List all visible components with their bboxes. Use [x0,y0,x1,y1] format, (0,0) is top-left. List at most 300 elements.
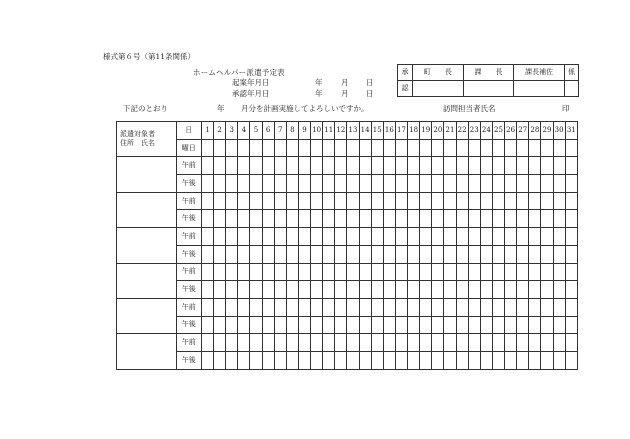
am-cell-1-3[interactable] [226,157,238,175]
pm-cell-6-12[interactable] [335,351,347,369]
am-cell-4-21[interactable] [444,263,456,281]
am-cell-2-15[interactable] [371,192,383,210]
am-cell-1-7[interactable] [274,157,286,175]
am-cell-2-18[interactable] [408,192,420,210]
am-cell-5-26[interactable] [505,298,517,316]
am-cell-6-12[interactable] [335,334,347,352]
pm-cell-3-30[interactable] [553,245,565,263]
pm-cell-4-7[interactable] [274,281,286,299]
pm-cell-6-23[interactable] [468,351,480,369]
pm-cell-5-16[interactable] [383,316,395,334]
am-cell-3-4[interactable] [238,228,250,246]
am-cell-1-21[interactable] [444,157,456,175]
pm-cell-6-25[interactable] [492,351,504,369]
am-cell-3-20[interactable] [432,228,444,246]
pm-cell-1-20[interactable] [432,175,444,193]
am-cell-1-5[interactable] [250,157,262,175]
pm-cell-1-27[interactable] [517,175,529,193]
pm-cell-4-15[interactable] [371,281,383,299]
am-cell-2-23[interactable] [468,192,480,210]
am-cell-5-9[interactable] [298,298,310,316]
am-cell-6-22[interactable] [456,334,468,352]
pm-cell-5-29[interactable] [541,316,553,334]
pm-cell-1-29[interactable] [541,175,553,193]
am-cell-2-28[interactable] [529,192,541,210]
pm-cell-2-1[interactable] [201,210,213,228]
pm-cell-1-11[interactable] [323,175,335,193]
pm-cell-5-24[interactable] [480,316,492,334]
pm-cell-1-7[interactable] [274,175,286,193]
pm-cell-2-16[interactable] [383,210,395,228]
am-cell-1-11[interactable] [323,157,335,175]
am-cell-4-26[interactable] [505,263,517,281]
weekday-cell-1[interactable] [201,139,213,157]
pm-cell-5-6[interactable] [262,316,274,334]
pm-cell-6-7[interactable] [274,351,286,369]
am-cell-2-10[interactable] [311,192,323,210]
am-cell-1-8[interactable] [286,157,298,175]
am-cell-4-17[interactable] [395,263,407,281]
weekday-cell-23[interactable] [468,139,480,157]
am-cell-2-7[interactable] [274,192,286,210]
pm-cell-6-2[interactable] [214,351,226,369]
pm-cell-4-28[interactable] [529,281,541,299]
pm-cell-2-6[interactable] [262,210,274,228]
weekday-cell-14[interactable] [359,139,371,157]
pm-cell-4-8[interactable] [286,281,298,299]
am-cell-4-20[interactable] [432,263,444,281]
pm-cell-4-21[interactable] [444,281,456,299]
pm-cell-3-15[interactable] [371,245,383,263]
subject-cell-2[interactable] [117,192,177,227]
am-cell-2-11[interactable] [323,192,335,210]
pm-cell-5-9[interactable] [298,316,310,334]
pm-cell-4-17[interactable] [395,281,407,299]
am-cell-4-25[interactable] [492,263,504,281]
pm-cell-1-19[interactable] [420,175,432,193]
stamp-cell-assistant-chief[interactable] [514,81,565,97]
pm-cell-5-23[interactable] [468,316,480,334]
am-cell-4-8[interactable] [286,263,298,281]
pm-cell-4-30[interactable] [553,281,565,299]
pm-cell-2-8[interactable] [286,210,298,228]
am-cell-5-22[interactable] [456,298,468,316]
am-cell-2-2[interactable] [214,192,226,210]
am-cell-1-25[interactable] [492,157,504,175]
am-cell-3-7[interactable] [274,228,286,246]
am-cell-1-12[interactable] [335,157,347,175]
am-cell-4-27[interactable] [517,263,529,281]
am-cell-5-13[interactable] [347,298,359,316]
am-cell-1-31[interactable] [565,157,577,175]
am-cell-1-13[interactable] [347,157,359,175]
weekday-cell-13[interactable] [347,139,359,157]
am-cell-1-2[interactable] [214,157,226,175]
pm-cell-1-9[interactable] [298,175,310,193]
am-cell-1-9[interactable] [298,157,310,175]
am-cell-4-14[interactable] [359,263,371,281]
pm-cell-2-30[interactable] [553,210,565,228]
am-cell-4-23[interactable] [468,263,480,281]
weekday-cell-7[interactable] [274,139,286,157]
am-cell-6-2[interactable] [214,334,226,352]
am-cell-5-15[interactable] [371,298,383,316]
pm-cell-1-24[interactable] [480,175,492,193]
pm-cell-5-18[interactable] [408,316,420,334]
pm-cell-3-28[interactable] [529,245,541,263]
pm-cell-4-12[interactable] [335,281,347,299]
am-cell-6-13[interactable] [347,334,359,352]
pm-cell-3-8[interactable] [286,245,298,263]
pm-cell-1-21[interactable] [444,175,456,193]
am-cell-1-23[interactable] [468,157,480,175]
am-cell-1-6[interactable] [262,157,274,175]
pm-cell-4-31[interactable] [565,281,577,299]
pm-cell-2-17[interactable] [395,210,407,228]
subject-cell-6[interactable] [117,334,177,369]
am-cell-1-19[interactable] [420,157,432,175]
pm-cell-1-3[interactable] [226,175,238,193]
weekday-cell-16[interactable] [383,139,395,157]
pm-cell-6-6[interactable] [262,351,274,369]
pm-cell-5-11[interactable] [323,316,335,334]
pm-cell-2-28[interactable] [529,210,541,228]
am-cell-2-21[interactable] [444,192,456,210]
pm-cell-6-28[interactable] [529,351,541,369]
am-cell-1-26[interactable] [505,157,517,175]
am-cell-2-27[interactable] [517,192,529,210]
weekday-cell-10[interactable] [311,139,323,157]
am-cell-1-14[interactable] [359,157,371,175]
am-cell-6-20[interactable] [432,334,444,352]
pm-cell-5-10[interactable] [311,316,323,334]
am-cell-4-18[interactable] [408,263,420,281]
pm-cell-6-18[interactable] [408,351,420,369]
pm-cell-1-1[interactable] [201,175,213,193]
pm-cell-4-1[interactable] [201,281,213,299]
am-cell-4-4[interactable] [238,263,250,281]
am-cell-2-3[interactable] [226,192,238,210]
pm-cell-2-29[interactable] [541,210,553,228]
pm-cell-6-17[interactable] [395,351,407,369]
pm-cell-4-24[interactable] [480,281,492,299]
am-cell-2-6[interactable] [262,192,274,210]
pm-cell-2-7[interactable] [274,210,286,228]
pm-cell-1-6[interactable] [262,175,274,193]
am-cell-2-25[interactable] [492,192,504,210]
am-cell-6-10[interactable] [311,334,323,352]
am-cell-3-1[interactable] [201,228,213,246]
stamp-cell-section-chief[interactable] [463,81,514,97]
am-cell-1-16[interactable] [383,157,395,175]
am-cell-4-6[interactable] [262,263,274,281]
am-cell-3-2[interactable] [214,228,226,246]
weekday-cell-26[interactable] [505,139,517,157]
am-cell-5-7[interactable] [274,298,286,316]
pm-cell-6-29[interactable] [541,351,553,369]
am-cell-6-18[interactable] [408,334,420,352]
am-cell-5-30[interactable] [553,298,565,316]
pm-cell-4-4[interactable] [238,281,250,299]
am-cell-2-20[interactable] [432,192,444,210]
am-cell-3-24[interactable] [480,228,492,246]
pm-cell-2-24[interactable] [480,210,492,228]
am-cell-2-29[interactable] [541,192,553,210]
pm-cell-6-30[interactable] [553,351,565,369]
am-cell-4-15[interactable] [371,263,383,281]
pm-cell-5-3[interactable] [226,316,238,334]
am-cell-4-31[interactable] [565,263,577,281]
am-cell-6-27[interactable] [517,334,529,352]
pm-cell-2-10[interactable] [311,210,323,228]
pm-cell-1-31[interactable] [565,175,577,193]
am-cell-6-29[interactable] [541,334,553,352]
pm-cell-4-19[interactable] [420,281,432,299]
stamp-cell-mayor[interactable] [413,81,464,97]
pm-cell-3-29[interactable] [541,245,553,263]
am-cell-3-14[interactable] [359,228,371,246]
am-cell-5-16[interactable] [383,298,395,316]
pm-cell-4-18[interactable] [408,281,420,299]
pm-cell-1-26[interactable] [505,175,517,193]
am-cell-6-16[interactable] [383,334,395,352]
pm-cell-3-27[interactable] [517,245,529,263]
pm-cell-4-6[interactable] [262,281,274,299]
am-cell-4-5[interactable] [250,263,262,281]
pm-cell-3-12[interactable] [335,245,347,263]
pm-cell-2-5[interactable] [250,210,262,228]
am-cell-3-31[interactable] [565,228,577,246]
am-cell-6-7[interactable] [274,334,286,352]
am-cell-4-1[interactable] [201,263,213,281]
pm-cell-6-13[interactable] [347,351,359,369]
am-cell-1-15[interactable] [371,157,383,175]
pm-cell-5-22[interactable] [456,316,468,334]
am-cell-3-11[interactable] [323,228,335,246]
pm-cell-1-4[interactable] [238,175,250,193]
pm-cell-5-13[interactable] [347,316,359,334]
pm-cell-6-31[interactable] [565,351,577,369]
pm-cell-6-11[interactable] [323,351,335,369]
pm-cell-5-15[interactable] [371,316,383,334]
am-cell-2-12[interactable] [335,192,347,210]
weekday-cell-17[interactable] [395,139,407,157]
pm-cell-1-23[interactable] [468,175,480,193]
pm-cell-1-16[interactable] [383,175,395,193]
am-cell-2-1[interactable] [201,192,213,210]
am-cell-4-9[interactable] [298,263,310,281]
weekday-cell-21[interactable] [444,139,456,157]
pm-cell-1-2[interactable] [214,175,226,193]
am-cell-5-6[interactable] [262,298,274,316]
am-cell-3-30[interactable] [553,228,565,246]
am-cell-3-27[interactable] [517,228,529,246]
am-cell-3-21[interactable] [444,228,456,246]
am-cell-6-4[interactable] [238,334,250,352]
pm-cell-5-28[interactable] [529,316,541,334]
pm-cell-5-4[interactable] [238,316,250,334]
pm-cell-6-27[interactable] [517,351,529,369]
weekday-cell-29[interactable] [541,139,553,157]
weekday-cell-28[interactable] [529,139,541,157]
pm-cell-6-24[interactable] [480,351,492,369]
pm-cell-4-3[interactable] [226,281,238,299]
pm-cell-5-31[interactable] [565,316,577,334]
pm-cell-5-1[interactable] [201,316,213,334]
pm-cell-2-15[interactable] [371,210,383,228]
pm-cell-4-29[interactable] [541,281,553,299]
am-cell-1-28[interactable] [529,157,541,175]
weekday-cell-6[interactable] [262,139,274,157]
am-cell-5-20[interactable] [432,298,444,316]
pm-cell-5-25[interactable] [492,316,504,334]
am-cell-2-14[interactable] [359,192,371,210]
am-cell-3-22[interactable] [456,228,468,246]
am-cell-3-6[interactable] [262,228,274,246]
am-cell-5-5[interactable] [250,298,262,316]
am-cell-3-29[interactable] [541,228,553,246]
pm-cell-5-21[interactable] [444,316,456,334]
pm-cell-1-30[interactable] [553,175,565,193]
am-cell-4-29[interactable] [541,263,553,281]
am-cell-2-22[interactable] [456,192,468,210]
am-cell-2-17[interactable] [395,192,407,210]
pm-cell-2-3[interactable] [226,210,238,228]
am-cell-2-19[interactable] [420,192,432,210]
weekday-cell-31[interactable] [565,139,577,157]
pm-cell-5-17[interactable] [395,316,407,334]
pm-cell-6-8[interactable] [286,351,298,369]
am-cell-3-17[interactable] [395,228,407,246]
am-cell-6-28[interactable] [529,334,541,352]
am-cell-5-12[interactable] [335,298,347,316]
pm-cell-2-27[interactable] [517,210,529,228]
pm-cell-1-10[interactable] [311,175,323,193]
pm-cell-2-31[interactable] [565,210,577,228]
pm-cell-3-18[interactable] [408,245,420,263]
pm-cell-3-20[interactable] [432,245,444,263]
pm-cell-3-9[interactable] [298,245,310,263]
pm-cell-4-26[interactable] [505,281,517,299]
am-cell-3-23[interactable] [468,228,480,246]
weekday-cell-20[interactable] [432,139,444,157]
am-cell-1-10[interactable] [311,157,323,175]
am-cell-1-4[interactable] [238,157,250,175]
am-cell-4-3[interactable] [226,263,238,281]
pm-cell-6-14[interactable] [359,351,371,369]
weekday-cell-30[interactable] [553,139,565,157]
pm-cell-3-26[interactable] [505,245,517,263]
pm-cell-6-3[interactable] [226,351,238,369]
am-cell-5-8[interactable] [286,298,298,316]
pm-cell-3-4[interactable] [238,245,250,263]
pm-cell-6-19[interactable] [420,351,432,369]
am-cell-2-9[interactable] [298,192,310,210]
am-cell-4-11[interactable] [323,263,335,281]
pm-cell-5-27[interactable] [517,316,529,334]
am-cell-5-23[interactable] [468,298,480,316]
am-cell-6-23[interactable] [468,334,480,352]
am-cell-3-12[interactable] [335,228,347,246]
pm-cell-6-1[interactable] [201,351,213,369]
subject-cell-1[interactable] [117,157,177,192]
pm-cell-5-14[interactable] [359,316,371,334]
am-cell-5-28[interactable] [529,298,541,316]
pm-cell-4-13[interactable] [347,281,359,299]
am-cell-5-10[interactable] [311,298,323,316]
am-cell-5-27[interactable] [517,298,529,316]
pm-cell-5-19[interactable] [420,316,432,334]
am-cell-6-26[interactable] [505,334,517,352]
am-cell-6-9[interactable] [298,334,310,352]
am-cell-5-19[interactable] [420,298,432,316]
pm-cell-2-11[interactable] [323,210,335,228]
am-cell-2-30[interactable] [553,192,565,210]
am-cell-2-24[interactable] [480,192,492,210]
am-cell-3-9[interactable] [298,228,310,246]
am-cell-6-25[interactable] [492,334,504,352]
pm-cell-1-5[interactable] [250,175,262,193]
am-cell-6-3[interactable] [226,334,238,352]
weekday-cell-12[interactable] [335,139,347,157]
pm-cell-2-19[interactable] [420,210,432,228]
am-cell-4-24[interactable] [480,263,492,281]
am-cell-2-16[interactable] [383,192,395,210]
am-cell-5-24[interactable] [480,298,492,316]
subject-cell-4[interactable] [117,263,177,298]
pm-cell-5-8[interactable] [286,316,298,334]
stamp-cell-staff[interactable] [565,81,579,97]
am-cell-5-4[interactable] [238,298,250,316]
pm-cell-2-21[interactable] [444,210,456,228]
pm-cell-4-22[interactable] [456,281,468,299]
pm-cell-4-20[interactable] [432,281,444,299]
pm-cell-3-17[interactable] [395,245,407,263]
pm-cell-2-26[interactable] [505,210,517,228]
am-cell-6-24[interactable] [480,334,492,352]
am-cell-3-13[interactable] [347,228,359,246]
pm-cell-6-15[interactable] [371,351,383,369]
pm-cell-1-25[interactable] [492,175,504,193]
am-cell-5-17[interactable] [395,298,407,316]
pm-cell-1-22[interactable] [456,175,468,193]
pm-cell-2-18[interactable] [408,210,420,228]
am-cell-6-17[interactable] [395,334,407,352]
am-cell-5-14[interactable] [359,298,371,316]
am-cell-1-18[interactable] [408,157,420,175]
am-cell-6-8[interactable] [286,334,298,352]
am-cell-1-17[interactable] [395,157,407,175]
weekday-cell-24[interactable] [480,139,492,157]
am-cell-6-19[interactable] [420,334,432,352]
pm-cell-5-5[interactable] [250,316,262,334]
pm-cell-6-10[interactable] [311,351,323,369]
am-cell-4-2[interactable] [214,263,226,281]
pm-cell-3-5[interactable] [250,245,262,263]
pm-cell-6-5[interactable] [250,351,262,369]
weekday-cell-15[interactable] [371,139,383,157]
pm-cell-6-21[interactable] [444,351,456,369]
am-cell-4-28[interactable] [529,263,541,281]
am-cell-3-25[interactable] [492,228,504,246]
pm-cell-2-9[interactable] [298,210,310,228]
am-cell-5-25[interactable] [492,298,504,316]
pm-cell-2-12[interactable] [335,210,347,228]
am-cell-4-10[interactable] [311,263,323,281]
am-cell-4-16[interactable] [383,263,395,281]
am-cell-5-21[interactable] [444,298,456,316]
am-cell-1-20[interactable] [432,157,444,175]
